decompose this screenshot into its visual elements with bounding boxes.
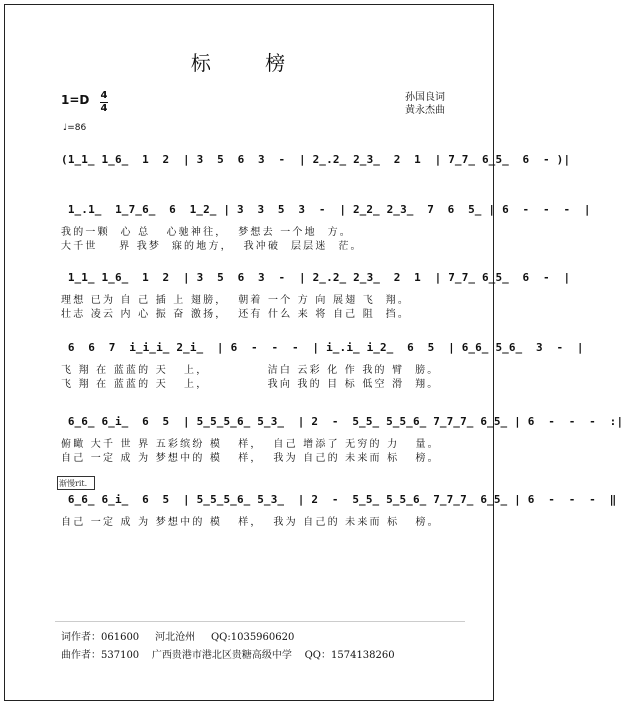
credits <box>405 91 445 117</box>
lyric-line: 大千世 界 我梦 寐的地方， 我冲破 层层迷 茫。 <box>61 241 363 252</box>
notation-line: 6̲6̲ 6̲i̲ 6 5 | 5̲5̲5̲6̲ 5̲3̲ | 2 - 5̲5̲ 5̲5̲6̲ 7̲7̲7̲ 6̲5̲ | 6 - - - ‖ <box>61 493 617 506</box>
lyric-line: 理想 已为 自 己 插 上 翅膀， 朝着 一个 方 向 展翅 飞 翔。 <box>61 295 411 306</box>
composer-credit: 黄永杰曲 <box>405 105 445 116</box>
lyric-line: 自己 一定 成 为 梦想中的 模 样， 我为 自己的 未来而 标 榜。 <box>61 453 440 464</box>
notation-line: 6̲6̲ 6̲i̲ 6 5 | 5̲5̲5̲6̲ 5̲3̲ | 2 - 5̲5̲ 5̲5̲6̲ 7̲7̲7̲ 6̲5̲ | 6 - - - :| <box>61 415 623 428</box>
ritardando-annotation: 渐慢rit. <box>59 479 88 488</box>
lyric-line: 我的一颗 心 总 心驰神往， 梦想去 一个地 方。 <box>61 227 352 238</box>
time-signature <box>100 91 108 114</box>
key-signature: 1=D <box>61 93 90 107</box>
lyric-line: 飞 翔 在 蓝蓝的 天 上， 洁白 云彩 化 作 我的 臂 膀。 <box>61 365 440 376</box>
lyricist-credit: 孙国良词 <box>405 92 445 103</box>
lyricist-contact: 词作者：061600 河北沧州 QQ:1035960620 <box>61 632 295 643</box>
notation-line: 1̲1̲ 1̲6̲ 1 2 | 3 5 6 3 - | 2̲.2̲ 2̲3̲ 2 1 | 7̲7̲ 6̲5̲ 6 - | <box>61 271 571 284</box>
composer-contact: 曲作者：537100 广西贵港市港北区贵糖高级中学 QQ：1574138260 <box>61 650 395 661</box>
tempo-marking: ♩=86 <box>63 123 87 133</box>
song-title: 标 榜 <box>190 51 310 75</box>
lyric-line: 飞 翔 在 蓝蓝的 天 上， 我向 我的 目 标 低空 滑 翔。 <box>61 379 440 390</box>
footer-divider <box>55 621 465 622</box>
lyric-line: 俯瞰 大千 世 界 五彩缤纷 模 样， 自己 增添了 无穷的 力 量。 <box>61 439 440 450</box>
lyric-line: 自己 一定 成 为 梦想中的 模 样， 我为 自己的 未来而 标 榜。 <box>61 517 440 528</box>
notation-line: 6 6 7 i̲i̲i̲ 2̲i̲ | 6 - - - | i̲.i̲ i̲2̲ 6 5 | 6̲6̲ 5̲6̲ 3 - | <box>61 341 584 354</box>
notation-line: (1̲1̲ 1̲6̲ 1 2 | 3 5 6 3 - | 2̲.2̲ 2̲3̲ 2 1 | 7̲7̲ 6̲5̲ 6 - )| <box>61 153 571 166</box>
score-page <box>4 4 623 701</box>
notation-line: 1̲.1̲ 1̲7̲6̲ 6 1̲2̲ | 3 3 5 3 - | 2̲2̲ 2̲3̲ 7 6 5̲ | 6 - - - | <box>61 203 591 216</box>
lyric-line: 壮志 凌云 内 心 振 奋 激扬， 还有 什么 来 将 自己 阻 挡。 <box>61 309 411 320</box>
meter-top: 4 <box>100 90 108 101</box>
meter-bottom: 4 <box>100 103 108 114</box>
